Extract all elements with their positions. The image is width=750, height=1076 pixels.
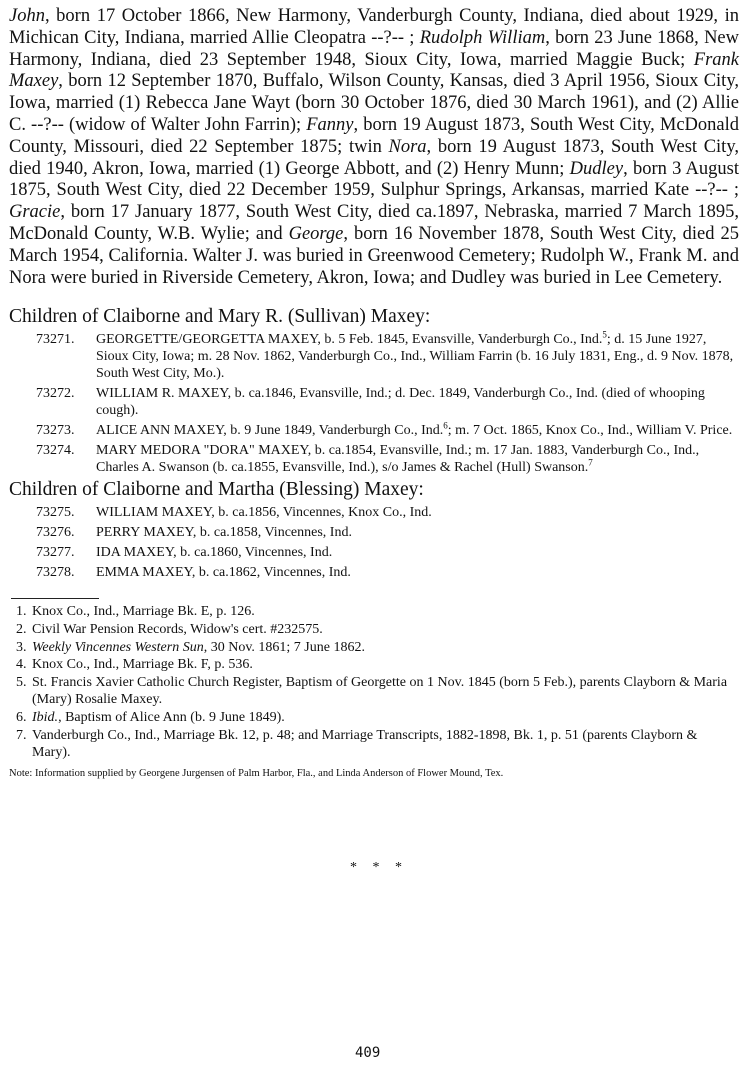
- footnote-number: 1.: [16, 604, 27, 620]
- child-entry: [9, 524, 739, 541]
- children-heading-blessing: Children of Claiborne and Martha (Blessing) Maxey:: [9, 479, 424, 501]
- child-number: 73276.: [36, 525, 75, 541]
- text-run: ; d. 15 June 1927, Sioux City, Iowa; m. 28 Nov. 1862, Vanderburgh Co., Ind., William Farrin (b. 16 July 1831, Eng., d. 9 Nov. 1878, South West City, Mo.).: [96, 332, 734, 382]
- footnote-number: 3.: [16, 639, 27, 655]
- text-run: , born 16 November 1878, South West City, died 25 March 1954, California. Walter J. was buried in Greenwood Cemetery; Rudolph W., Frank M. and Nora were buried in Riverside Cemetery, Akron, Iowa; and Dudley was buried in Lee Cemetery.: [9, 223, 739, 288]
- child-number: 73271.: [36, 332, 75, 348]
- child-number: 73278.: [36, 565, 75, 581]
- child-entry: [9, 504, 739, 521]
- child-number: 73277.: [36, 545, 75, 561]
- text-run: St. Francis Xavier Catholic Church Register, Baptism of Georgette on 1 Nov. 1845 (born 5 Feb.), parents Clayborn & Maria (Mary) Rosalie Maxey.: [32, 674, 728, 708]
- text-run: , born 23 June 1868, New Harmony, Indiana, died 23 September 1948, Sioux City, Iowa, married Maggie Buck;: [9, 27, 739, 70]
- text-run: Vanderburgh Co., Ind., Marriage Bk. 12, p. 48; and Marriage Transcripts, 1882-1898, Bk. 1, p. 51 (parents Clayborn & Mary).: [32, 727, 698, 761]
- italic-name: George: [288, 223, 344, 244]
- child-number: 73272.: [36, 386, 75, 402]
- text-run: IDA MAXEY, b. ca.1860, Vincennes, Ind.: [96, 545, 333, 561]
- text-run: MARY MEDORA "DORA" MAXEY, b. ca.1854, Evansville, Ind.; m. 17 Jan. 1883, Vanderburgh Co., Ind., Charles A. Swanson (b. ca.1855, Evansville, Ind.), s/o James & Rachel (Hull) Swanson.: [96, 443, 700, 476]
- text-run: WILLIAM MAXEY, b. ca.1856, Vincennes, Knox Co., Ind.: [96, 505, 432, 521]
- text-run: Knox Co., Ind., Marriage Bk. E, p. 126.: [32, 604, 255, 620]
- italic-name: Ibid.: [32, 709, 59, 725]
- text-run: , born 17 January 1877, South West City, died ca.1897, Nebraska, married 7 March 1895, McDonald County, W.B. Wylie; and: [9, 202, 739, 244]
- footnote-reference: 5: [602, 329, 607, 340]
- child-entry: [9, 442, 739, 476]
- text-run: WILLIAM R. MAXEY, b. ca.1846, Evansville, Ind.; d. Dec. 1849, Vanderburgh Co., Ind. (died of whooping cough).: [96, 386, 705, 419]
- child-number: 73274.: [36, 443, 75, 459]
- footnote-number: 7.: [16, 727, 27, 743]
- italic-name: Dudley: [569, 158, 624, 179]
- footnote: [9, 639, 739, 657]
- italic-name: Fanny: [306, 114, 354, 135]
- footnote-divider: [11, 598, 99, 599]
- italic-name: Gracie: [9, 202, 61, 223]
- footnote-number: 6.: [16, 709, 27, 725]
- section-separator: * * *: [350, 860, 408, 875]
- child-number: 73275.: [36, 505, 75, 521]
- text-run: , born 17 October 1866, New Harmony, Vanderburgh County, Indiana, died about 1929, in Michican City, Indiana, married Allie Cleopatra --?-- ;: [9, 6, 739, 48]
- children-list-blessing: [9, 504, 739, 581]
- footnote-number: 4.: [16, 657, 27, 673]
- footnote: [9, 727, 739, 762]
- text-run: , Baptism of Alice Ann (b. 9 June 1849).: [58, 709, 285, 725]
- footnote-reference: 6: [443, 420, 448, 431]
- text-run: ; m. 7 Oct. 1865, Knox Co., Ind., William V. Price.: [447, 423, 733, 439]
- page-number: 409: [355, 1045, 381, 1061]
- text-run: , born 12 September 1870, Buffalo, Wilson County, Kansas, died 3 April 1956, Sioux City, Iowa, married (1) Rebecca Jane Wayt (born 30 October 1876, died 30 March 1961), and (2) Allie C. --?-- (widow of Walter John Farrin);: [9, 71, 739, 135]
- information-note: Note: Information supplied by Georgene Jurgensen of Palm Harbor, Fla., and Linda Anderson of Flower Mound, Tex.: [9, 767, 504, 779]
- italic-name: Nora: [388, 136, 427, 157]
- text-run: Civil War Pension Records, Widow's cert. #232575.: [32, 621, 323, 637]
- text-run: , born 3 August 1875, South West City, died 22 December 1959, Sulphur Springs, Arkansas, married Kate --?-- ;: [9, 158, 739, 201]
- italic-name: John: [9, 6, 45, 26]
- footnote-reference: 7: [588, 457, 593, 468]
- text-run: Knox Co., Ind., Marriage Bk. F, p. 536.: [32, 657, 253, 673]
- document-page: [9, 6, 739, 781]
- child-entry: [9, 331, 739, 382]
- footnote: [9, 621, 739, 639]
- text-run: PERRY MAXEY, b. ca.1858, Vincennes, Ind.: [96, 525, 352, 541]
- children-list-sullivan: [9, 331, 739, 476]
- child-entry: [9, 544, 739, 561]
- text-run: EMMA MAXEY, b. ca.1862, Vincennes, Ind.: [96, 565, 351, 581]
- text-run: , 30 Nov. 1861; 7 June 1862.: [203, 639, 365, 655]
- italic-name: Weekly Vincennes Western Sun: [32, 639, 204, 655]
- text-run: ALICE ANN MAXEY, b. 9 June 1849, Vanderburgh Co., Ind.: [96, 423, 444, 439]
- child-number: 73273.: [36, 423, 75, 439]
- footnote-number: 2.: [16, 621, 27, 637]
- footnote: [9, 674, 739, 709]
- text-run: , born 19 August 1873, South West City, died 1940, Akron, Iowa, married (1) George Abbott, and (2) Henry Munn;: [9, 136, 739, 179]
- text-run: GEORGETTE/GEORGETTA MAXEY, b. 5 Feb. 1845, Evansville, Vanderburgh Co., Ind.: [96, 332, 603, 348]
- italic-name: Frank Maxey: [9, 49, 739, 92]
- family-narrative-paragraph: [9, 6, 739, 289]
- footnote: [9, 656, 739, 674]
- child-entry: [9, 422, 739, 439]
- child-entry: [9, 564, 739, 581]
- footnote-number: 5.: [16, 674, 27, 690]
- text-run: , born 19 August 1873, South West City, McDonald County, Missouri, died 22 September 1875; twin: [9, 114, 739, 157]
- italic-name: Rudolph William: [419, 27, 546, 48]
- footnote: [9, 603, 739, 621]
- footnote: [9, 709, 739, 727]
- children-heading-sullivan: Children of Claiborne and Mary R. (Sullivan) Maxey:: [9, 306, 431, 328]
- footnotes-list: [9, 603, 739, 761]
- child-entry: [9, 385, 739, 419]
